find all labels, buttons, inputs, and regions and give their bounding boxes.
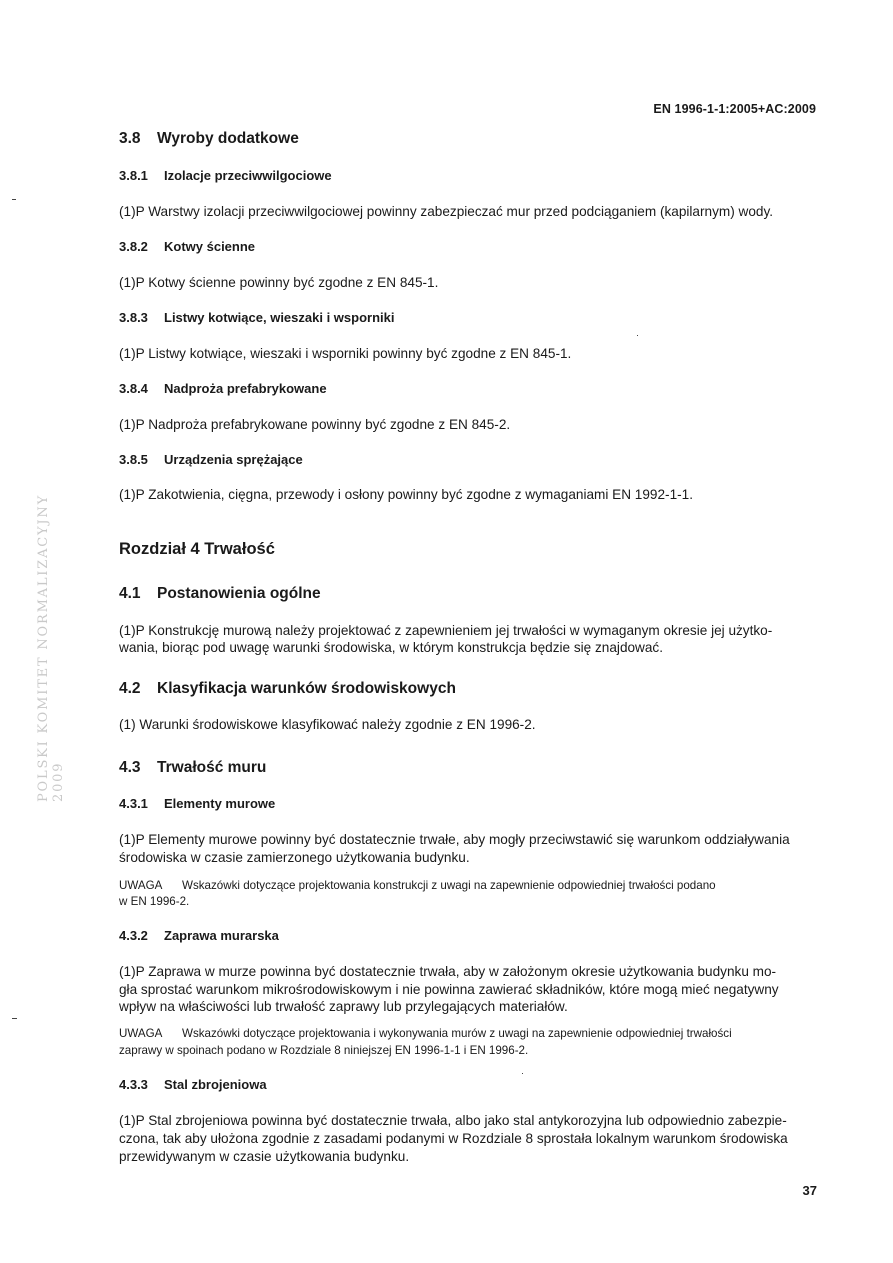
section-heading-3-8-2 xyxy=(119,239,819,254)
paragraph-line: wania, biorąc pod uwagę warunki środowiska, w którym konstrukcja będzie się znajdować. xyxy=(119,640,664,655)
section-number: 3.8 xyxy=(119,130,141,147)
note-text: Wskazówki dotyczące projektowania konstrukcji z uwagi na zapewnienie odpowiedniej trwałości podano xyxy=(182,879,716,892)
section-title: Elementy murowe xyxy=(164,796,276,811)
section-number: 4.2 xyxy=(119,680,141,697)
paragraph-line: środowiska w czasie zamierzonego użytkowania budynku. xyxy=(119,850,470,865)
watermark-text: POLSKI KOMITET NORMALIZACYJNY 2009 xyxy=(36,494,66,802)
paragraph-line: czona, tak aby ułożona zgodnie z zasadami podanymi w Rozdziale 8 sprostała lokalnym warunkom środowiska xyxy=(119,1131,788,1146)
section-title: Stal zbrojeniowa xyxy=(164,1077,267,1092)
section-title: Trwałość muru xyxy=(157,759,267,776)
section-title: Nadproża prefabrykowane xyxy=(164,381,327,396)
paragraph: (1)P Listwy kotwiące, wieszaki i wsporniki powinny być zgodne z EN 845-1. xyxy=(119,346,572,361)
paragraph-line: (1)P Elementy murowe powinny być dostatecznie trwałe, aby mogły przeciwstawić się warunkom oddziaływania xyxy=(119,832,790,847)
paragraph: (1) Warunki środowiskowe klasyfikować należy zgodnie z EN 1996-2. xyxy=(119,717,536,732)
section-number: 3.8.1 xyxy=(119,168,148,183)
document-code: EN 1996-1-1:2005+AC:2009 xyxy=(653,102,816,116)
section-title: Wyroby dodatkowe xyxy=(157,130,299,147)
section-title: Kotwy ścienne xyxy=(164,239,256,254)
paragraph: (1)P Zakotwienia, cięgna, przewody i osłony powinny być zgodne z wymaganiami EN 1992-1-1. xyxy=(119,487,693,502)
section-number: 4.3.1 xyxy=(119,796,148,811)
chapter-heading: Rozdział 4 Trwałość xyxy=(119,540,275,558)
note-label: UWAGA xyxy=(119,1027,163,1040)
section-title: Listwy kotwiące, wieszaki i wsporniki xyxy=(164,310,395,325)
section-heading-4-3-3 xyxy=(119,1077,819,1092)
section-number: 3.8.3 xyxy=(119,310,148,325)
paragraph-line: (1)P Stal zbrojeniowa powinna być dostatecznie trwała, albo jako stal antykorozyjna lub odpowiednio zabezpie- xyxy=(119,1113,787,1128)
paragraph: (1)P Nadproża prefabrykowane powinny być zgodne z EN 845-2. xyxy=(119,417,511,432)
note-line: zaprawy w spoinach podano w Rozdziale 8 niniejszej EN 1996-1-1 i EN 1996-2. xyxy=(119,1044,529,1057)
paragraph: (1)P Kotwy ścienne powinny być zgodne z EN 845-1. xyxy=(119,275,439,290)
section-heading-4-3-2 xyxy=(119,928,819,943)
section-title: Izolacje przeciwwilgociowe xyxy=(164,168,332,183)
paragraph-line: (1)P Zaprawa w murze powinna być dostatecznie trwała, aby w założonym okresie użytkowania budynku mo- xyxy=(119,964,777,979)
paragraph-line: przewidywanym w czasie użytkowania budynku. xyxy=(119,1149,410,1164)
section-heading-4-1 xyxy=(119,585,819,603)
section-heading-3-8-5 xyxy=(119,452,819,467)
section-heading-4-2 xyxy=(119,680,819,698)
note-line xyxy=(119,878,819,894)
section-heading-3-8-4 xyxy=(119,381,819,396)
section-number: 3.8.5 xyxy=(119,452,148,467)
section-number: 4.1 xyxy=(119,585,141,602)
scan-mark xyxy=(12,1018,17,1019)
note-text: Wskazówki dotyczące projektowania i wykonywania murów z uwagi na zapewnienie odpowiedniej trwałości xyxy=(182,1027,732,1040)
page-number: 37 xyxy=(802,1183,817,1198)
paragraph-line: (1)P Konstrukcję murową należy projektować z zapewnieniem jej trwałości w wymaganym okresie jej użytko- xyxy=(119,623,773,638)
section-heading-3-8 xyxy=(119,130,819,148)
section-title: Zaprawa murarska xyxy=(164,928,279,943)
scan-mark xyxy=(637,335,638,336)
note-label: UWAGA xyxy=(119,879,163,892)
paragraph-line: gła sprostać warunkom mikrośrodowiskowym i nie powinna zawierać składników, które mogą mieć negatywny xyxy=(119,982,779,997)
section-heading-4-3 xyxy=(119,759,819,777)
section-heading-3-8-3 xyxy=(119,310,819,325)
note-line: w EN 1996-2. xyxy=(119,895,190,908)
note-line xyxy=(119,1026,819,1042)
section-number: 3.8.2 xyxy=(119,239,148,254)
section-number: 3.8.4 xyxy=(119,381,148,396)
section-number: 4.3 xyxy=(119,759,141,776)
section-number: 4.3.3 xyxy=(119,1077,148,1092)
paragraph-line: wpływ na właściwości lub trwałość zaprawy lub przylegających materiałów. xyxy=(119,999,568,1014)
section-title: Urządzenia sprężające xyxy=(164,452,303,467)
section-title: Klasyfikacja warunków środowiskowych xyxy=(157,680,456,697)
section-heading-4-3-1 xyxy=(119,796,819,811)
scan-mark xyxy=(522,1073,523,1074)
scan-mark xyxy=(12,199,16,200)
paragraph: (1)P Warstwy izolacji przeciwwilgociowej powinny zabezpieczać mur przed podciąganiem (kapilarnym) wody. xyxy=(119,204,774,219)
section-number: 4.3.2 xyxy=(119,928,148,943)
section-title: Postanowienia ogólne xyxy=(157,585,321,602)
section-heading-3-8-1 xyxy=(119,168,819,183)
